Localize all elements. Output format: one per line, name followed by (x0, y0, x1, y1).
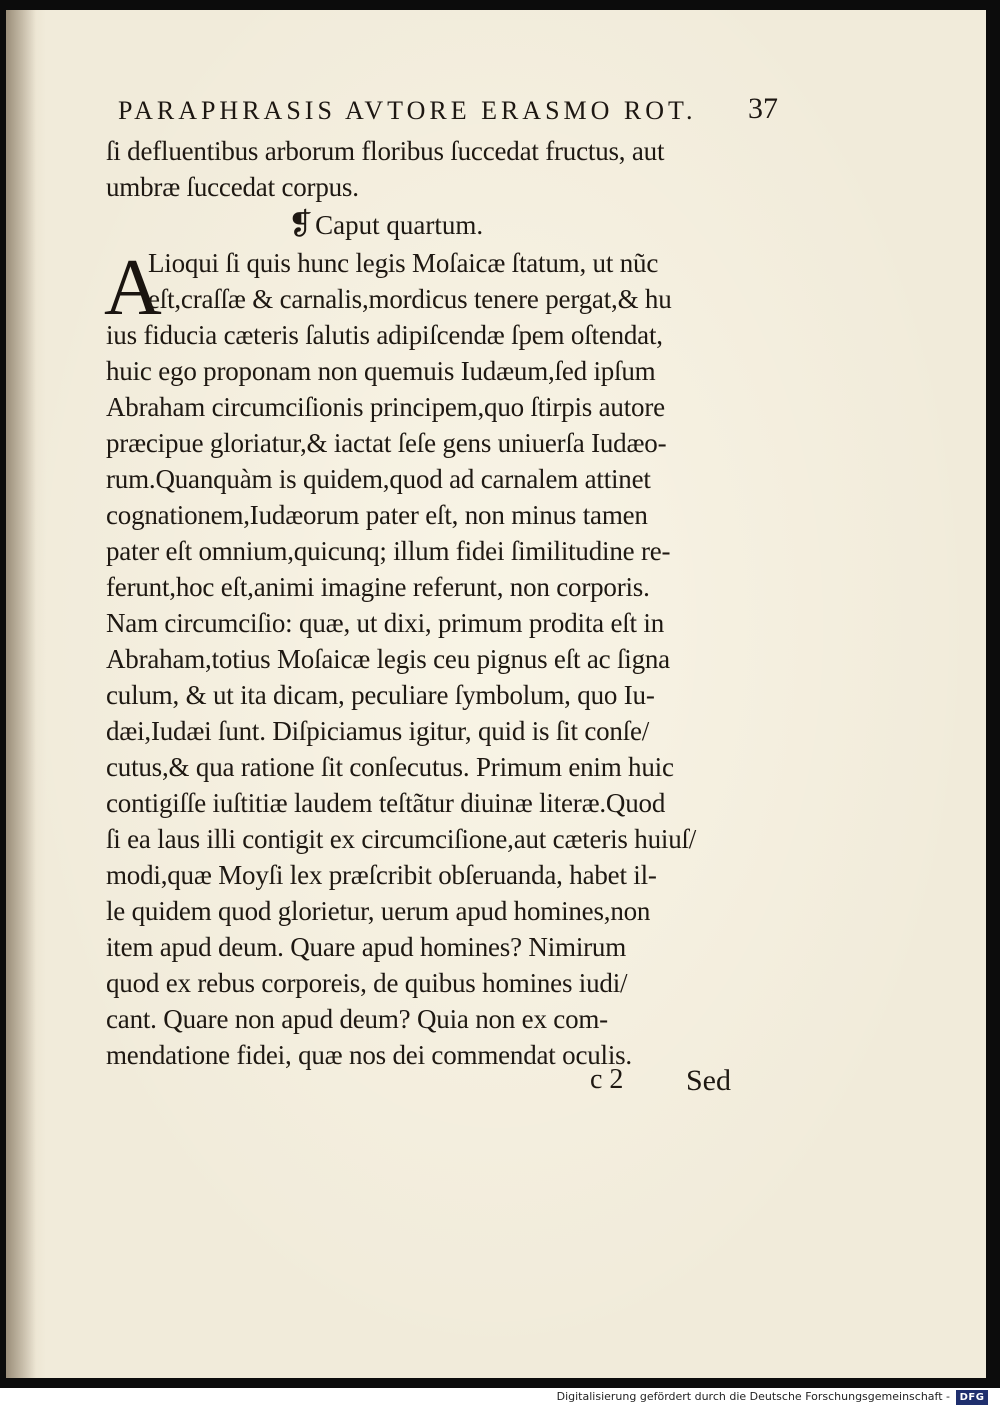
text-line: culum, & ut ita dicam, peculiare ſymbolum, quo Iu- (106, 680, 655, 710)
catchword: Sed (686, 1064, 731, 1097)
book-page (6, 10, 986, 1378)
dfg-logo-icon[interactable]: DFG (956, 1390, 988, 1405)
text-line: umbræ ſuccedat corpus. (106, 172, 359, 202)
chapter-heading (288, 207, 483, 242)
running-head: PARAPHRASIS AVTORE ERASMO ROT. (118, 96, 697, 125)
text-line: le quidem quod glorietur, uerum apud homines,non (106, 896, 651, 926)
funding-notice: Digitalisierung gefördert durch die Deutsche Forschungsgemeinschaft - (556, 1390, 950, 1403)
text-line: ſi defluentibus arborum floribus ſuccedat fructus, aut (106, 136, 665, 166)
text-line: Abraham circumciſionis principem,quo ſtirpis autore (106, 392, 665, 422)
text-line: item apud deum. Quare apud homines? Nimirum (106, 932, 627, 962)
text-line: ſi ea laus illi contigit ex circumciſione,aut cæteris huiuſ/ (106, 824, 697, 854)
pilcrow-icon: ❡ (288, 208, 314, 241)
text-line: modi,quæ Moyſi lex præſcribit obſeruanda, habet il- (106, 860, 657, 890)
text-line: pater eſt omnium,quicunq; illum fidei ſimilitudine re- (106, 536, 671, 566)
text-line: mendatione fidei, quæ nos dei commendat oculis. (106, 1040, 632, 1070)
drop-initial: A (104, 244, 162, 332)
text-line: cant. Quare non apud deum? Quia non ex com- (106, 1004, 608, 1034)
text-line: eſt,craſſæ & carnalis,mordicus tenere pergat,& hu (148, 284, 672, 314)
text-line: ius fiducia cæteris ſalutis adipiſcendæ ſpem oſtendat, (106, 320, 663, 350)
text-line: rum.Quanquàm is quidem,quod ad carnalem attinet (106, 464, 651, 494)
digitization-footer (0, 1388, 1000, 1408)
text-line: cutus,& qua ratione ſit conſecutus. Primum enim huic (106, 752, 674, 782)
text-line: Nam circumciſio: quæ, ut dixi, primum prodita eſt in (106, 608, 665, 638)
folio-number: 37 (748, 92, 778, 125)
text-line: huic ego proponam non quemuis Iudæum,ſed ipſum (106, 356, 656, 386)
text-line: Abraham,totius Moſaicæ legis ceu pignus eſt ac ſigna (106, 644, 670, 674)
text-line: dæi,Iudæi ſunt. Diſpiciamus igitur, quid is ſit conſe/ (106, 716, 650, 746)
text-line: Lioqui ſi quis hunc legis Moſaicæ ſtatum, ut nũc (148, 248, 659, 278)
text-line: quod ex rebus corporeis, de quibus homines iudi/ (106, 968, 628, 998)
text-line: ferunt,hoc eſt,animi imagine referunt, non corporis. (106, 572, 650, 602)
text-line: cognationem,Iudæorum pater eſt, non minus tamen (106, 500, 648, 530)
signature-mark: c 2 (590, 1064, 624, 1095)
text-line: contigiſſe iuſtitiæ laudem teſtãtur diuinæ literæ.Quod (106, 788, 666, 818)
text-line: præcipue gloriatur,& iactat ſeſe gens uniuerſa Iudæo- (106, 428, 667, 458)
chapter-heading-text: Caput quartum. (315, 210, 484, 240)
page-gutter-shadow (6, 10, 36, 1378)
